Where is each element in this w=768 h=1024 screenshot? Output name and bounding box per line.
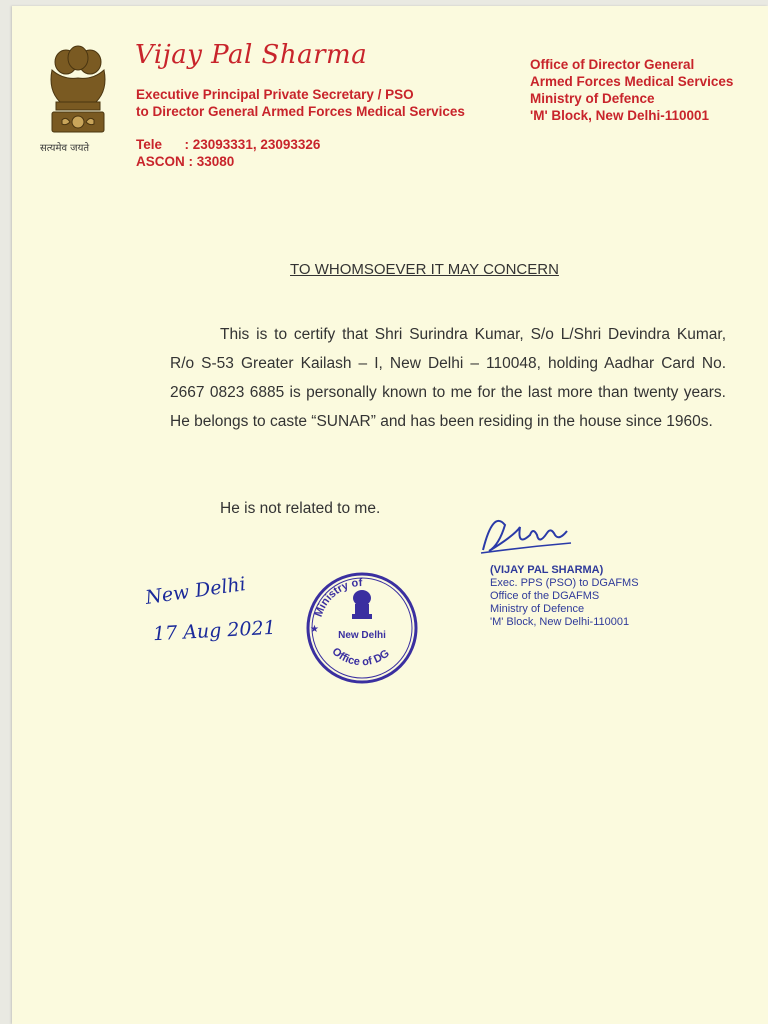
letterhead-name: Vijay Pal Sharma bbox=[135, 40, 368, 70]
ascon-number: ASCON : 33080 bbox=[136, 154, 235, 169]
letter-body-text: This is to certify that Shri Surindra Kumar, S/o L/Shri Devindra Kumar, R/o S-53 Greater Kailash – I, New Delhi – 110048, holding Aadhar Card No. 2667 0823 6885 is personally known to me for the last more than twenty years. He belongs to caste “SUNAR” and has been residing in the house since 1960s. bbox=[170, 326, 726, 430]
signatory-name: (VIJAY PAL SHARMA) bbox=[490, 564, 604, 576]
signatory-line-2: Office of the DGAFMS bbox=[490, 590, 600, 602]
signatory-line-3: Ministry of Defence bbox=[490, 603, 585, 615]
emblem-motto: सत्यमेव जयते bbox=[40, 143, 90, 154]
signature-scribble bbox=[475, 505, 575, 565]
stamp-top-text: Ministry of bbox=[312, 576, 363, 619]
handwritten-date: 17 Aug 2021 bbox=[152, 616, 277, 646]
stamp-star-icon: ★ bbox=[310, 624, 319, 635]
office-line-1: Office of Director General bbox=[530, 57, 695, 72]
stamp-emblem-icon bbox=[352, 590, 372, 619]
letter-page bbox=[12, 6, 768, 1024]
svg-text:Office of DG bbox=[330, 646, 392, 669]
office-line-3: Ministry of Defence bbox=[530, 91, 655, 106]
handwritten-place: New Delhi bbox=[143, 573, 248, 609]
designation-line-1: Executive Principal Private Secretary / PSO bbox=[136, 87, 414, 102]
office-stamp bbox=[300, 566, 424, 686]
stamp-center-text: New Delhi bbox=[338, 630, 386, 641]
letter-subject: TO WHOMSOEVER IT MAY CONCERN bbox=[290, 261, 559, 278]
office-line-4: 'M' Block, New Delhi-110001 bbox=[530, 108, 709, 123]
signatory-line-4: 'M' Block, New Delhi-110001 bbox=[490, 616, 630, 628]
signature-block bbox=[490, 564, 639, 629]
stamp-bottom-text: Office of DG bbox=[329, 645, 392, 669]
letter-closing: He is not related to me. bbox=[220, 500, 381, 517]
telephone-numbers: Tele : 23093331, 23093326 bbox=[136, 137, 321, 152]
office-line-2: Armed Forces Medical Services bbox=[530, 74, 734, 89]
signatory-line-1: Exec. PPS (PSO) to DGAFMS bbox=[490, 577, 639, 589]
designation-line-2: to Director General Armed Forces Medical Services bbox=[136, 104, 465, 119]
letter-body bbox=[170, 320, 726, 436]
